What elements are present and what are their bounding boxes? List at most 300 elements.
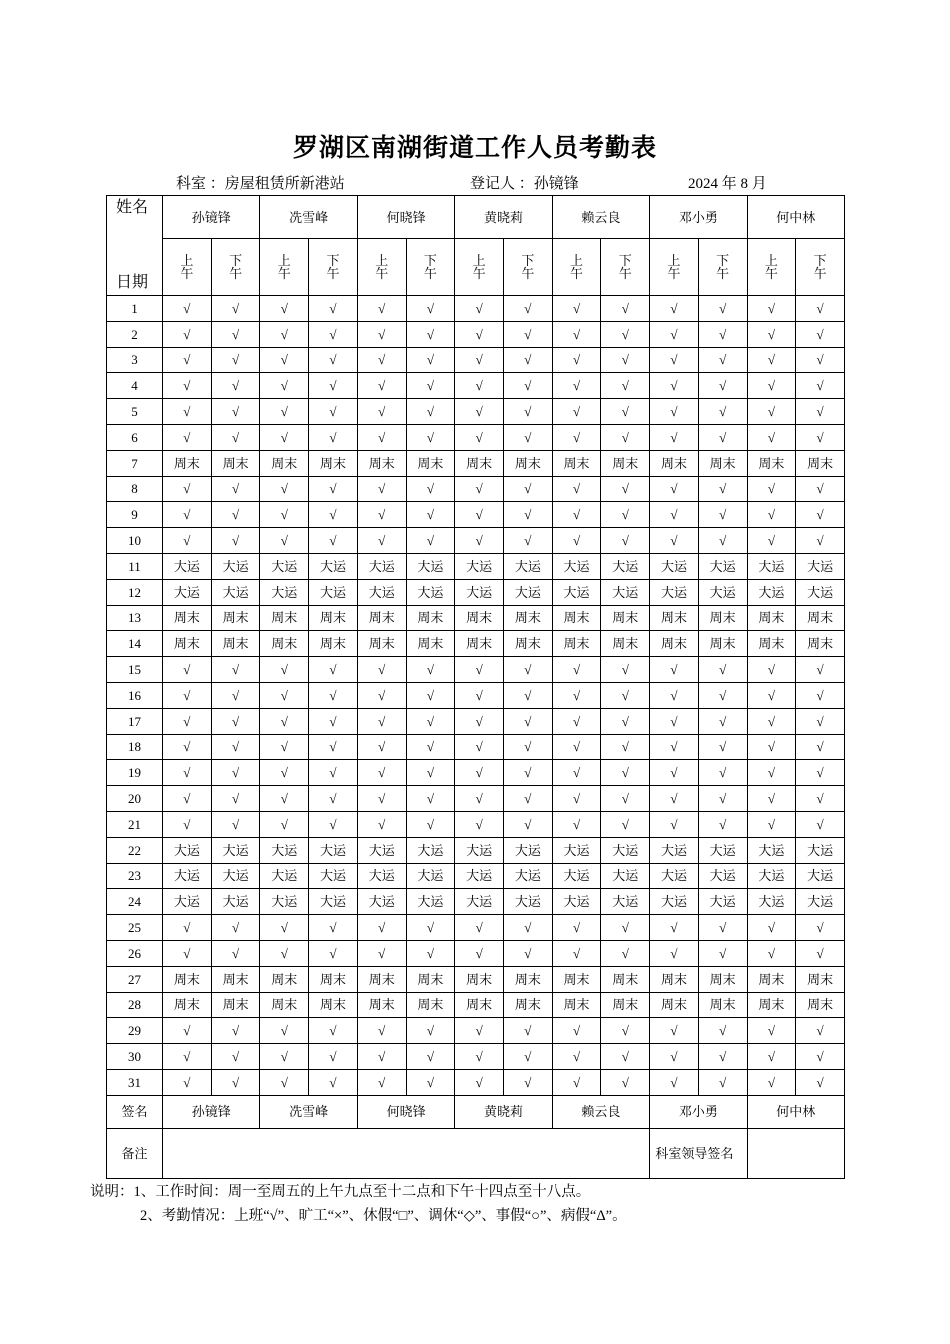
attendance-mark: √ [747,1044,796,1070]
attendance-mark: √ [698,786,747,812]
attendance-mark: 周末 [503,450,552,476]
attendance-mark: √ [309,657,358,683]
attendance-mark: 周末 [309,966,358,992]
attendance-mark: √ [650,399,699,425]
remarks-label: 备注 [107,1128,163,1178]
attendance-mark: 周末 [747,631,796,657]
leader-signature-field [747,1128,844,1178]
attendance-mark: √ [406,424,455,450]
afternoon-header: 下 午 [406,239,455,296]
attendance-mark: √ [211,940,260,966]
morning-header: 上 午 [163,239,212,296]
day-row [107,786,845,812]
attendance-mark: √ [796,811,845,837]
attendance-mark: 周末 [698,450,747,476]
day-row [107,682,845,708]
attendance-mark: √ [309,682,358,708]
day-number: 31 [107,1069,163,1095]
attendance-mark: √ [552,528,601,554]
day-row [107,476,845,502]
attendance-mark: √ [163,760,212,786]
attendance-mark: √ [309,1069,358,1095]
attendance-mark: √ [698,811,747,837]
attendance-mark: √ [503,296,552,322]
attendance-mark: √ [309,476,358,502]
attendance-mark: 大运 [406,837,455,863]
attendance-mark: √ [211,399,260,425]
attendance-mark: 周末 [260,605,309,631]
attendance-mark: 周末 [406,966,455,992]
attendance-mark: √ [601,657,650,683]
remarks-row [107,1128,845,1178]
attendance-mark: √ [163,811,212,837]
signature-cell: 何晓锋 [357,1095,454,1128]
attendance-mark: √ [747,424,796,450]
attendance-mark: √ [260,399,309,425]
attendance-mark: √ [601,760,650,786]
attendance-mark: √ [406,682,455,708]
attendance-mark: √ [503,734,552,760]
attendance-mark: √ [309,424,358,450]
attendance-mark: √ [406,1018,455,1044]
attendance-mark: √ [163,347,212,373]
attendance-mark: √ [503,528,552,554]
attendance-mark: √ [357,321,406,347]
staff-name-header: 何中林 [747,196,844,239]
day-number: 24 [107,889,163,915]
attendance-mark: √ [601,347,650,373]
attendance-mark: √ [260,786,309,812]
attendance-mark: 周末 [455,450,504,476]
attendance-mark: 周末 [163,631,212,657]
attendance-mark: √ [455,708,504,734]
attendance-mark: √ [747,296,796,322]
attendance-mark: 周末 [357,992,406,1018]
attendance-mark: √ [552,1018,601,1044]
attendance-mark: 周末 [650,450,699,476]
attendance-mark: √ [406,1044,455,1070]
day-row [107,631,845,657]
attendance-mark: 周末 [601,450,650,476]
attendance-mark: 大运 [552,553,601,579]
signature-cell: 孙镜锋 [163,1095,260,1128]
attendance-mark: 大运 [503,553,552,579]
attendance-mark: 周末 [747,966,796,992]
attendance-mark: √ [211,528,260,554]
attendance-mark: √ [650,708,699,734]
date-header-label: 日期 [116,274,149,291]
attendance-mark: 大运 [796,863,845,889]
attendance-mark: √ [211,424,260,450]
attendance-mark: √ [163,940,212,966]
attendance-mark: √ [796,424,845,450]
attendance-mark: √ [406,734,455,760]
attendance-mark: 周末 [455,992,504,1018]
attendance-mark: √ [796,528,845,554]
attendance-mark: 大运 [211,889,260,915]
attendance-mark: 周末 [796,450,845,476]
note-work-hours: 说明：1、工作时间：周一至周五的上午九点至十二点和下午十四点至十八点。 [90,1184,591,1200]
attendance-mark: √ [455,786,504,812]
attendance-mark: 大运 [503,579,552,605]
attendance-mark: 大运 [455,579,504,605]
attendance-mark: √ [357,528,406,554]
attendance-mark: √ [455,502,504,528]
attendance-mark: 大运 [601,553,650,579]
attendance-mark: √ [503,786,552,812]
attendance-mark: √ [650,502,699,528]
attendance-mark: 大运 [163,837,212,863]
registrar-label: 登记人 ：孙镜锋 [470,176,579,192]
attendance-mark: √ [552,760,601,786]
day-number: 18 [107,734,163,760]
attendance-mark: √ [260,940,309,966]
day-row [107,915,845,941]
attendance-mark: √ [357,915,406,941]
attendance-mark: √ [406,760,455,786]
attendance-mark: 周末 [260,450,309,476]
attendance-mark: √ [260,347,309,373]
attendance-mark: 周末 [698,992,747,1018]
attendance-mark: 大运 [260,863,309,889]
attendance-mark: √ [211,347,260,373]
attendance-mark: √ [406,399,455,425]
attendance-mark: √ [650,915,699,941]
day-row [107,889,845,915]
day-row [107,528,845,554]
attendance-mark: √ [455,734,504,760]
attendance-mark: √ [552,682,601,708]
attendance-mark: √ [357,1069,406,1095]
day-row [107,657,845,683]
attendance-mark: √ [601,321,650,347]
day-row [107,296,845,322]
morning-header: 上 午 [650,239,699,296]
day-number: 5 [107,399,163,425]
afternoon-header: 下 午 [796,239,845,296]
attendance-mark: √ [552,786,601,812]
afternoon-header: 下 午 [211,239,260,296]
attendance-mark: √ [796,373,845,399]
attendance-mark: 周末 [503,966,552,992]
attendance-mark: √ [357,1018,406,1044]
attendance-mark: √ [601,476,650,502]
attendance-mark: √ [309,915,358,941]
attendance-mark: 周末 [747,450,796,476]
attendance-mark: 大运 [747,889,796,915]
attendance-mark: √ [406,296,455,322]
attendance-mark: √ [747,811,796,837]
attendance-mark: √ [747,528,796,554]
attendance-mark: √ [747,682,796,708]
attendance-mark: √ [747,708,796,734]
attendance-mark: √ [503,682,552,708]
attendance-mark: 周末 [601,631,650,657]
attendance-mark: √ [747,321,796,347]
attendance-mark: 周末 [796,966,845,992]
attendance-mark: √ [357,760,406,786]
morning-header: 上 午 [455,239,504,296]
attendance-mark: 大运 [211,863,260,889]
day-number: 11 [107,553,163,579]
attendance-mark: √ [211,915,260,941]
attendance-mark: 大运 [455,863,504,889]
attendance-mark: √ [796,760,845,786]
attendance-mark: √ [309,811,358,837]
day-number: 26 [107,940,163,966]
day-row [107,399,845,425]
attendance-mark: √ [211,476,260,502]
attendance-mark: √ [552,373,601,399]
attendance-mark: √ [211,734,260,760]
attendance-mark: √ [698,760,747,786]
staff-name-header: 黄晓莉 [455,196,552,239]
attendance-mark: √ [357,657,406,683]
attendance-mark: 周末 [503,605,552,631]
attendance-mark: √ [601,1069,650,1095]
attendance-mark: 周末 [698,605,747,631]
attendance-mark: √ [503,1018,552,1044]
attendance-mark: √ [698,476,747,502]
day-row [107,605,845,631]
attendance-mark: √ [163,915,212,941]
attendance-mark: 大运 [309,579,358,605]
attendance-mark: √ [357,1044,406,1070]
notes [90,1180,627,1228]
day-number: 25 [107,915,163,941]
attendance-mark: √ [747,373,796,399]
attendance-mark: √ [260,1069,309,1095]
attendance-mark: √ [650,347,699,373]
attendance-mark: √ [163,708,212,734]
day-number: 8 [107,476,163,502]
corner-header-cell [107,196,163,296]
attendance-mark: √ [406,940,455,966]
attendance-mark: √ [455,347,504,373]
attendance-mark: √ [260,476,309,502]
attendance-mark: √ [455,1044,504,1070]
attendance-mark: 大运 [455,553,504,579]
day-row [107,450,845,476]
attendance-mark: √ [503,347,552,373]
attendance-mark: 大运 [309,553,358,579]
day-number: 12 [107,579,163,605]
attendance-mark: 周末 [309,631,358,657]
staff-name-header: 冼雪峰 [260,196,357,239]
attendance-mark: 周末 [211,631,260,657]
attendance-mark: √ [552,734,601,760]
morning-header: 上 午 [552,239,601,296]
attendance-mark: √ [698,373,747,399]
attendance-mark: 大运 [163,579,212,605]
attendance-mark: √ [796,1018,845,1044]
attendance-mark: √ [552,940,601,966]
signature-cell: 何中林 [747,1095,844,1128]
attendance-mark: 大运 [163,553,212,579]
attendance-mark: 周末 [309,450,358,476]
attendance-mark: √ [211,708,260,734]
attendance-mark: √ [698,347,747,373]
day-number: 3 [107,347,163,373]
attendance-mark: √ [747,940,796,966]
attendance-mark: 周末 [357,450,406,476]
attendance-table [106,195,845,1179]
attendance-mark: √ [163,296,212,322]
attendance-mark: 大运 [163,863,212,889]
attendance-mark: √ [211,786,260,812]
attendance-mark: √ [796,296,845,322]
day-row [107,1069,845,1095]
attendance-mark: √ [796,502,845,528]
morning-header: 上 午 [357,239,406,296]
attendance-mark: 大运 [260,553,309,579]
attendance-mark: 周末 [163,450,212,476]
attendance-mark: √ [211,373,260,399]
attendance-mark: √ [455,1069,504,1095]
day-row [107,1044,845,1070]
attendance-mark: √ [211,321,260,347]
document-title: 罗湖区南湖街道工作人员考勤表 [292,135,657,162]
attendance-mark: √ [406,1069,455,1095]
attendance-mark: 周末 [650,631,699,657]
attendance-mark: √ [455,424,504,450]
attendance-mark: √ [796,682,845,708]
day-number: 2 [107,321,163,347]
attendance-mark: 周末 [552,450,601,476]
attendance-mark: √ [747,760,796,786]
attendance-mark: √ [552,811,601,837]
attendance-mark: √ [796,347,845,373]
attendance-mark: √ [747,734,796,760]
day-number: 29 [107,1018,163,1044]
attendance-mark: √ [503,373,552,399]
attendance-mark: √ [552,1069,601,1095]
attendance-mark: √ [796,399,845,425]
attendance-mark: 周末 [357,966,406,992]
day-number: 27 [107,966,163,992]
attendance-mark: √ [211,1018,260,1044]
day-number: 30 [107,1044,163,1070]
attendance-mark: √ [650,1069,699,1095]
attendance-mark: √ [503,1069,552,1095]
attendance-mark: √ [698,915,747,941]
attendance-mark: 周末 [309,992,358,1018]
attendance-mark: √ [796,476,845,502]
attendance-mark: √ [163,502,212,528]
attendance-mark: √ [650,760,699,786]
attendance-mark: 大运 [455,889,504,915]
attendance-mark: √ [455,760,504,786]
day-row [107,837,845,863]
attendance-mark: 周末 [163,966,212,992]
day-row [107,1018,845,1044]
attendance-mark: √ [698,708,747,734]
attendance-mark: 周末 [747,992,796,1018]
day-row [107,760,845,786]
attendance-mark: 周末 [601,966,650,992]
signature-cell: 赖云良 [552,1095,649,1128]
attendance-mark: 周末 [211,992,260,1018]
attendance-mark: √ [357,502,406,528]
day-row [107,373,845,399]
attendance-mark: 大运 [552,579,601,605]
attendance-mark: √ [357,296,406,322]
attendance-mark: √ [357,424,406,450]
attendance-mark: √ [357,708,406,734]
attendance-mark: 周末 [455,966,504,992]
attendance-mark: √ [211,1069,260,1095]
remarks-field [163,1128,650,1178]
attendance-mark: 周末 [406,450,455,476]
attendance-mark: 大运 [650,837,699,863]
attendance-mark: √ [796,1069,845,1095]
attendance-mark: √ [747,476,796,502]
attendance-mark: √ [698,399,747,425]
attendance-mark: √ [698,734,747,760]
attendance-mark: √ [260,682,309,708]
attendance-mark: 周末 [601,605,650,631]
attendance-mark: 大运 [357,837,406,863]
attendance-mark: √ [650,1044,699,1070]
attendance-mark: 大运 [406,553,455,579]
attendance-mark: √ [796,321,845,347]
attendance-mark: √ [260,657,309,683]
attendance-mark: √ [552,915,601,941]
attendance-mark: 大运 [163,889,212,915]
attendance-mark: √ [406,811,455,837]
attendance-mark: 周末 [406,631,455,657]
attendance-mark: 大运 [601,863,650,889]
department-label: 科室 ：房屋租赁所新港站 [176,176,345,192]
attendance-mark: 大运 [406,579,455,605]
attendance-mark: √ [552,708,601,734]
attendance-mark: 大运 [455,837,504,863]
attendance-mark: √ [309,528,358,554]
attendance-mark: √ [455,1018,504,1044]
day-number: 17 [107,708,163,734]
attendance-mark: √ [601,1018,650,1044]
attendance-mark: √ [552,1044,601,1070]
leader-signature-label: 科室领导签名 [650,1128,747,1178]
attendance-mark: √ [503,502,552,528]
attendance-mark: √ [796,734,845,760]
day-row [107,811,845,837]
attendance-mark: 大运 [503,863,552,889]
attendance-mark: 大运 [650,579,699,605]
attendance-mark: 大运 [260,889,309,915]
attendance-mark: √ [503,708,552,734]
attendance-mark: 周末 [503,631,552,657]
attendance-mark: √ [601,682,650,708]
attendance-mark: 大运 [260,579,309,605]
attendance-mark: √ [650,1018,699,1044]
attendance-mark: √ [406,476,455,502]
attendance-mark: √ [455,321,504,347]
staff-name-header: 何晓锋 [357,196,454,239]
attendance-mark: √ [163,734,212,760]
day-number: 19 [107,760,163,786]
day-number: 9 [107,502,163,528]
attendance-mark: √ [260,502,309,528]
signature-label: 签名 [107,1095,163,1128]
attendance-mark: √ [357,682,406,708]
attendance-mark: 周末 [650,992,699,1018]
attendance-mark: √ [796,657,845,683]
attendance-mark: √ [503,915,552,941]
attendance-mark: 大运 [552,837,601,863]
attendance-mark: √ [747,1018,796,1044]
attendance-mark: 周末 [698,966,747,992]
